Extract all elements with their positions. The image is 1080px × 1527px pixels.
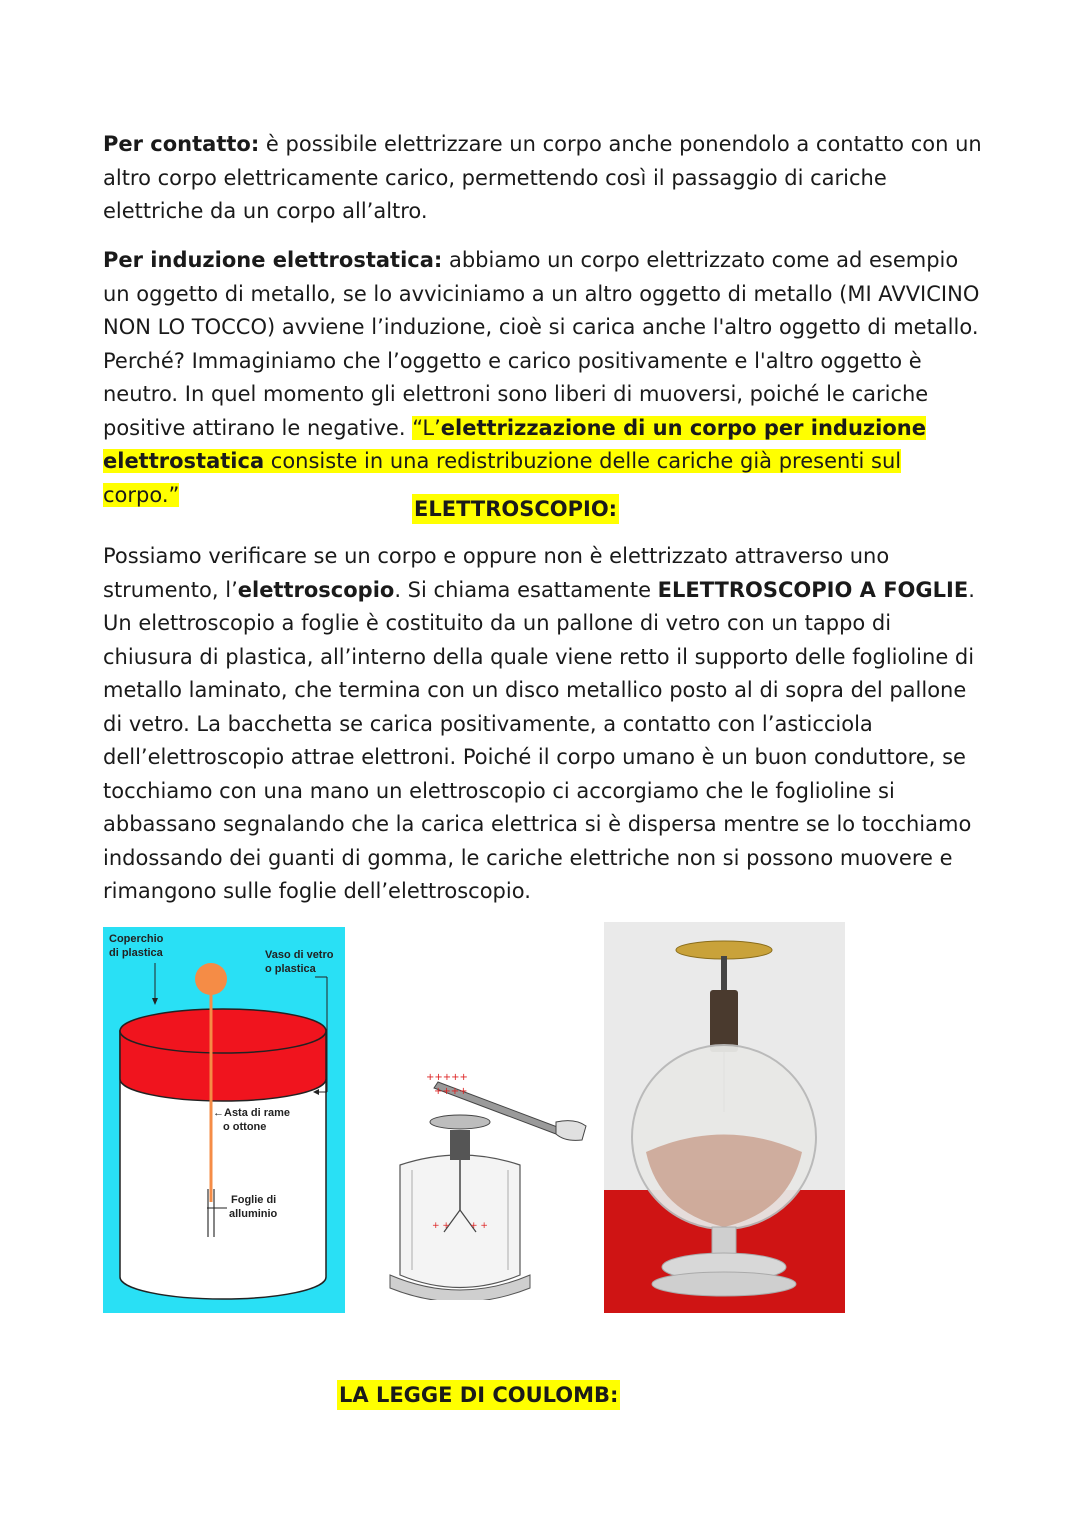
hand-icon <box>556 1121 586 1141</box>
stopper <box>710 990 738 1052</box>
stopper <box>450 1130 470 1160</box>
term-contatto: Per contatto: <box>103 132 260 156</box>
electroscope-engraving-svg <box>360 1060 600 1300</box>
label-rod-1: ←Asta di rame <box>213 1107 291 1119</box>
label-jar-2: o plastica <box>265 963 316 975</box>
svg-text:++++: ++++ <box>434 1086 468 1097</box>
paragraph-elettroscopio: Possiamo verificare se un corpo e oppure non è elettrizzato attraverso uno strumento, l’elettroscopio. Si chiama esattamente ELETTROSCOPIO A FOGLIE. Un elettroscopio a foglie è costituito da un pallone di vetro con un tappo di chiusura di plastica, all’interno della quale viene retto il supporto delle foglioline di metallo laminato, che termina con un disco metallico posto al di sopra del pallone di vetro. La bacchetta se carica positivamente, a contatto con l’asticciola dell’elettroscopio attrae elettroni. Poiché il corpo umano è un buon conduttore, se tocchiamo con una mano un elettroscopio ci accorgiamo che le foglioline si abbassano segnalando che la carica elettrica si è dispersa mentre se lo tocchiamo indossando dei guanti di gomma, le cariche elettriche non si possono muovere e rimangono sulle foglie dell’elettroscopio. <box>103 544 975 903</box>
paragraph-contatto <box>103 128 983 229</box>
term-induzione: Per induzione elettrostatica: <box>103 248 443 272</box>
heading-elettroscopio: ELETTROSCOPIO: <box>412 494 619 524</box>
top-disc <box>430 1115 490 1129</box>
label-lid-1: Coperchio <box>109 933 164 945</box>
electroscope-engraving <box>360 1060 600 1300</box>
highlighted-quote: “L’elettrizzazione di un corpo per induzione elettrostatica consiste in una redistribuzione delle cariche già presenti sul corpo.” <box>103 415 926 507</box>
text-contatto: è possibile elettrizzare un corpo anche ponendolo a contatto con un altro corpo elettricamente carico, permettendo così il passaggio di cariche elettriche da un corpo all’altro. <box>103 132 982 223</box>
paragraph-induzione <box>103 244 983 512</box>
electroscope-photo <box>604 922 845 1313</box>
svg-text:+++++: +++++ <box>426 1072 468 1083</box>
label-rod-2: o ottone <box>223 1121 267 1133</box>
heading-coulomb: LA LEGGE DI COULOMB: <box>337 1380 620 1410</box>
label-leaves-2: alluminio <box>229 1208 278 1220</box>
metal-ball <box>195 963 227 995</box>
label-lid-2: di plastica <box>109 947 163 959</box>
text-induzione: abbiamo un corpo elettrizzato come ad esempio un oggetto di metallo, se lo avviciniamo a un altro oggetto di metallo (MI AVVICINO NON LO TOCCO) avviene l’induzione, cioè si carica anche l'altro oggetto di metallo. Perché? Immaginiamo che l’oggetto e carico positivamente e l'altro oggetto è neutro. In quel momento gli elettroni sono liberi di muoversi, poiché le cariche positive attirano le negative. <box>103 248 980 440</box>
electroscope-diagram-svg <box>103 927 345 1313</box>
label-leaves-1: Foglie di <box>231 1194 277 1206</box>
svg-text:+ +: + + <box>470 1221 488 1231</box>
electroscope-photo-svg <box>604 922 845 1313</box>
svg-text:+ +: + + <box>432 1221 450 1231</box>
electroscope-diagram <box>103 927 345 1313</box>
label-jar-1: Vaso di vetro <box>265 949 334 961</box>
